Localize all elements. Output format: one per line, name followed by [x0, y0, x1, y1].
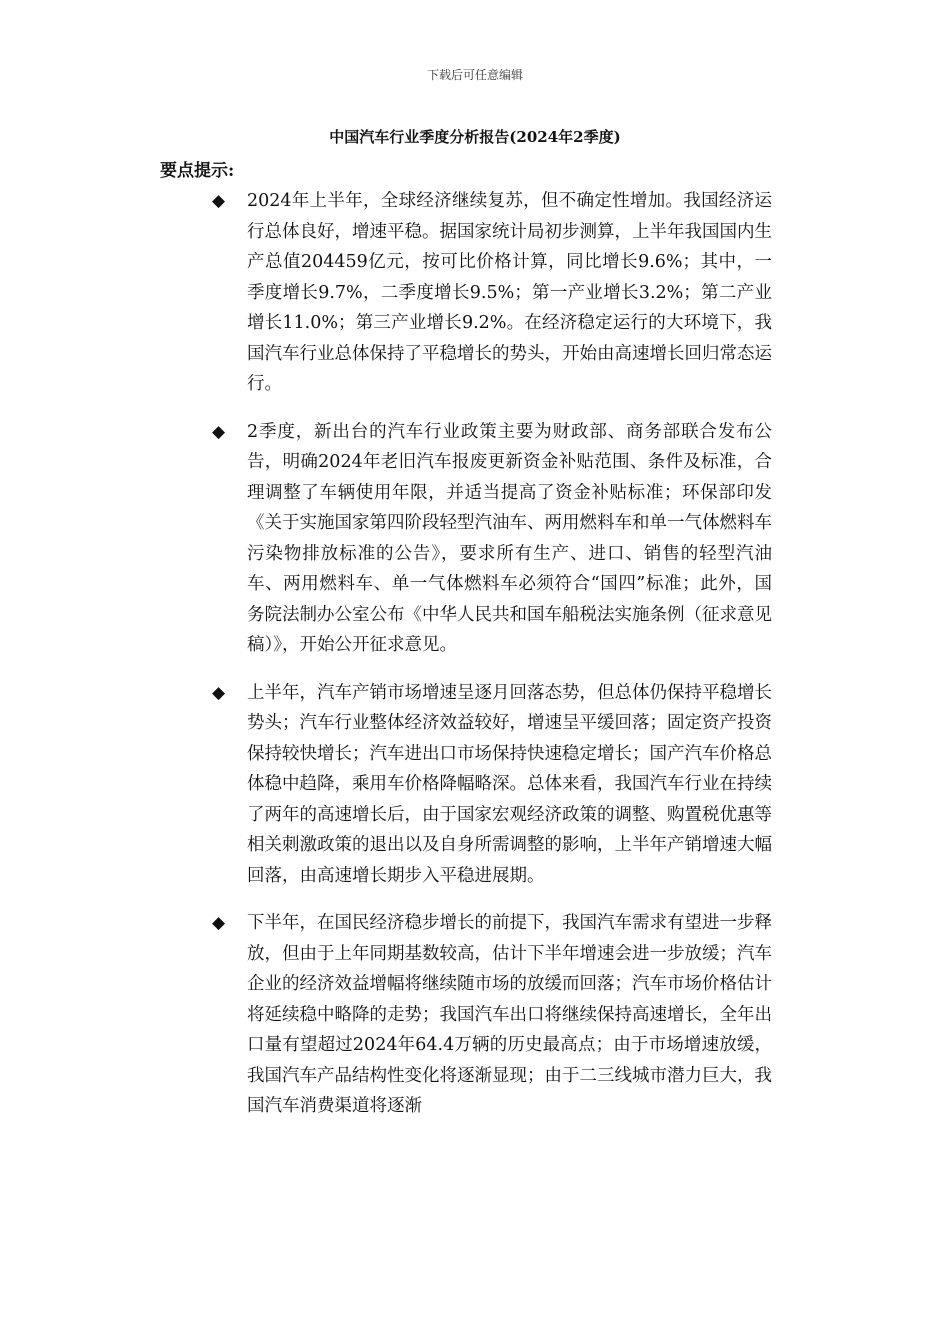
key-point-text: 2季度，新出台的汽车行业政策主要为财政部、商务部联合发布公告，明确2024年老旧汽车报废更新资金补贴范围、条件及标准，合理调整了车辆使用年限，并适当提高了资金补贴标准；环保部印发《关于实施国家第四阶段轻型汽油车、两用燃料车和单一气体燃料车污染物排放标准的公告》，要求所有生产、进口、销售的轻型汽油车、两用燃料车、单一气体燃料车必须符合“国四”标准；此外，国务院法制办公室公布《中华人民共和国车船税法实施条例（征求意见稿）》，开始公开征求意见。	[247, 421, 772, 655]
header-note: 下载后可任意编辑	[426, 68, 523, 82]
diamond-bullet-icon: ◆	[212, 682, 226, 703]
key-point	[212, 908, 772, 1122]
key-point-text: 2024年上半年，全球经济继续复苏，但不确定性增加。我国经济运行总体良好，增速平稳。据国家统计局初步测算，上半年我国国内生产总值204459亿元，按可比价格计算，同比增长9.6%；其中，一季度增长9.7%，二季度增长9.5%；第一产业增长3.2%；第二产业增长11.0%；第三产业增长9.2%。在经济稳定运行的大环境下，我国汽车行业总体保持了平稳增长的势头，开始由高速增长回归常态运行。	[247, 191, 772, 394]
key-point-text: 下半年，在国民经济稳步增长的前提下，我国汽车需求有望进一步释放，但由于上年同期基数较高，估计下半年增速会进一步放缓；汽车企业的经济效益增幅将继续随市场的放缓而回落；汽车市场价格估计将延续稳中略降的走势；我国汽车出口将继续保持高速增长，全年出口量有望超过2024年64.4万辆的历史最高点；由于市场增速放缓，我国汽车产品结构性变化将逐渐显现；由于二三线城市潜力巨大，我国汽车消费渠道将逐渐	[247, 913, 772, 1116]
diamond-bullet-icon: ◆	[212, 421, 226, 442]
document-title: 中国汽车行业季度分析报告(2024年2季度)	[329, 128, 621, 146]
key-point	[212, 678, 772, 892]
key-point-text: 上半年，汽车产销市场增速呈逐月回落态势，但总体仍保持平稳增长势头；汽车行业整体经济效益较好，增速呈平缓回落；固定资产投资保持较快增长；汽车进出口市场保持快速稳定增长；国产汽车价格总体稳中趋降，乘用车价格降幅略深。总体来看，我国汽车行业在持续了两年的高速增长后，由于国家宏观经济政策的调整、购置税优惠等相关刺激政策的退出以及自身所需调整的影响，上半年产销增速大幅回落，由高速增长期步入平稳进展期。	[247, 682, 772, 886]
diamond-bullet-icon: ◆	[212, 913, 226, 933]
diamond-bullet-icon: ◆	[212, 191, 226, 211]
key-points-list	[212, 186, 772, 1139]
key-point	[212, 186, 772, 400]
section-heading: 要点提示:	[160, 161, 235, 181]
key-point	[212, 417, 772, 661]
